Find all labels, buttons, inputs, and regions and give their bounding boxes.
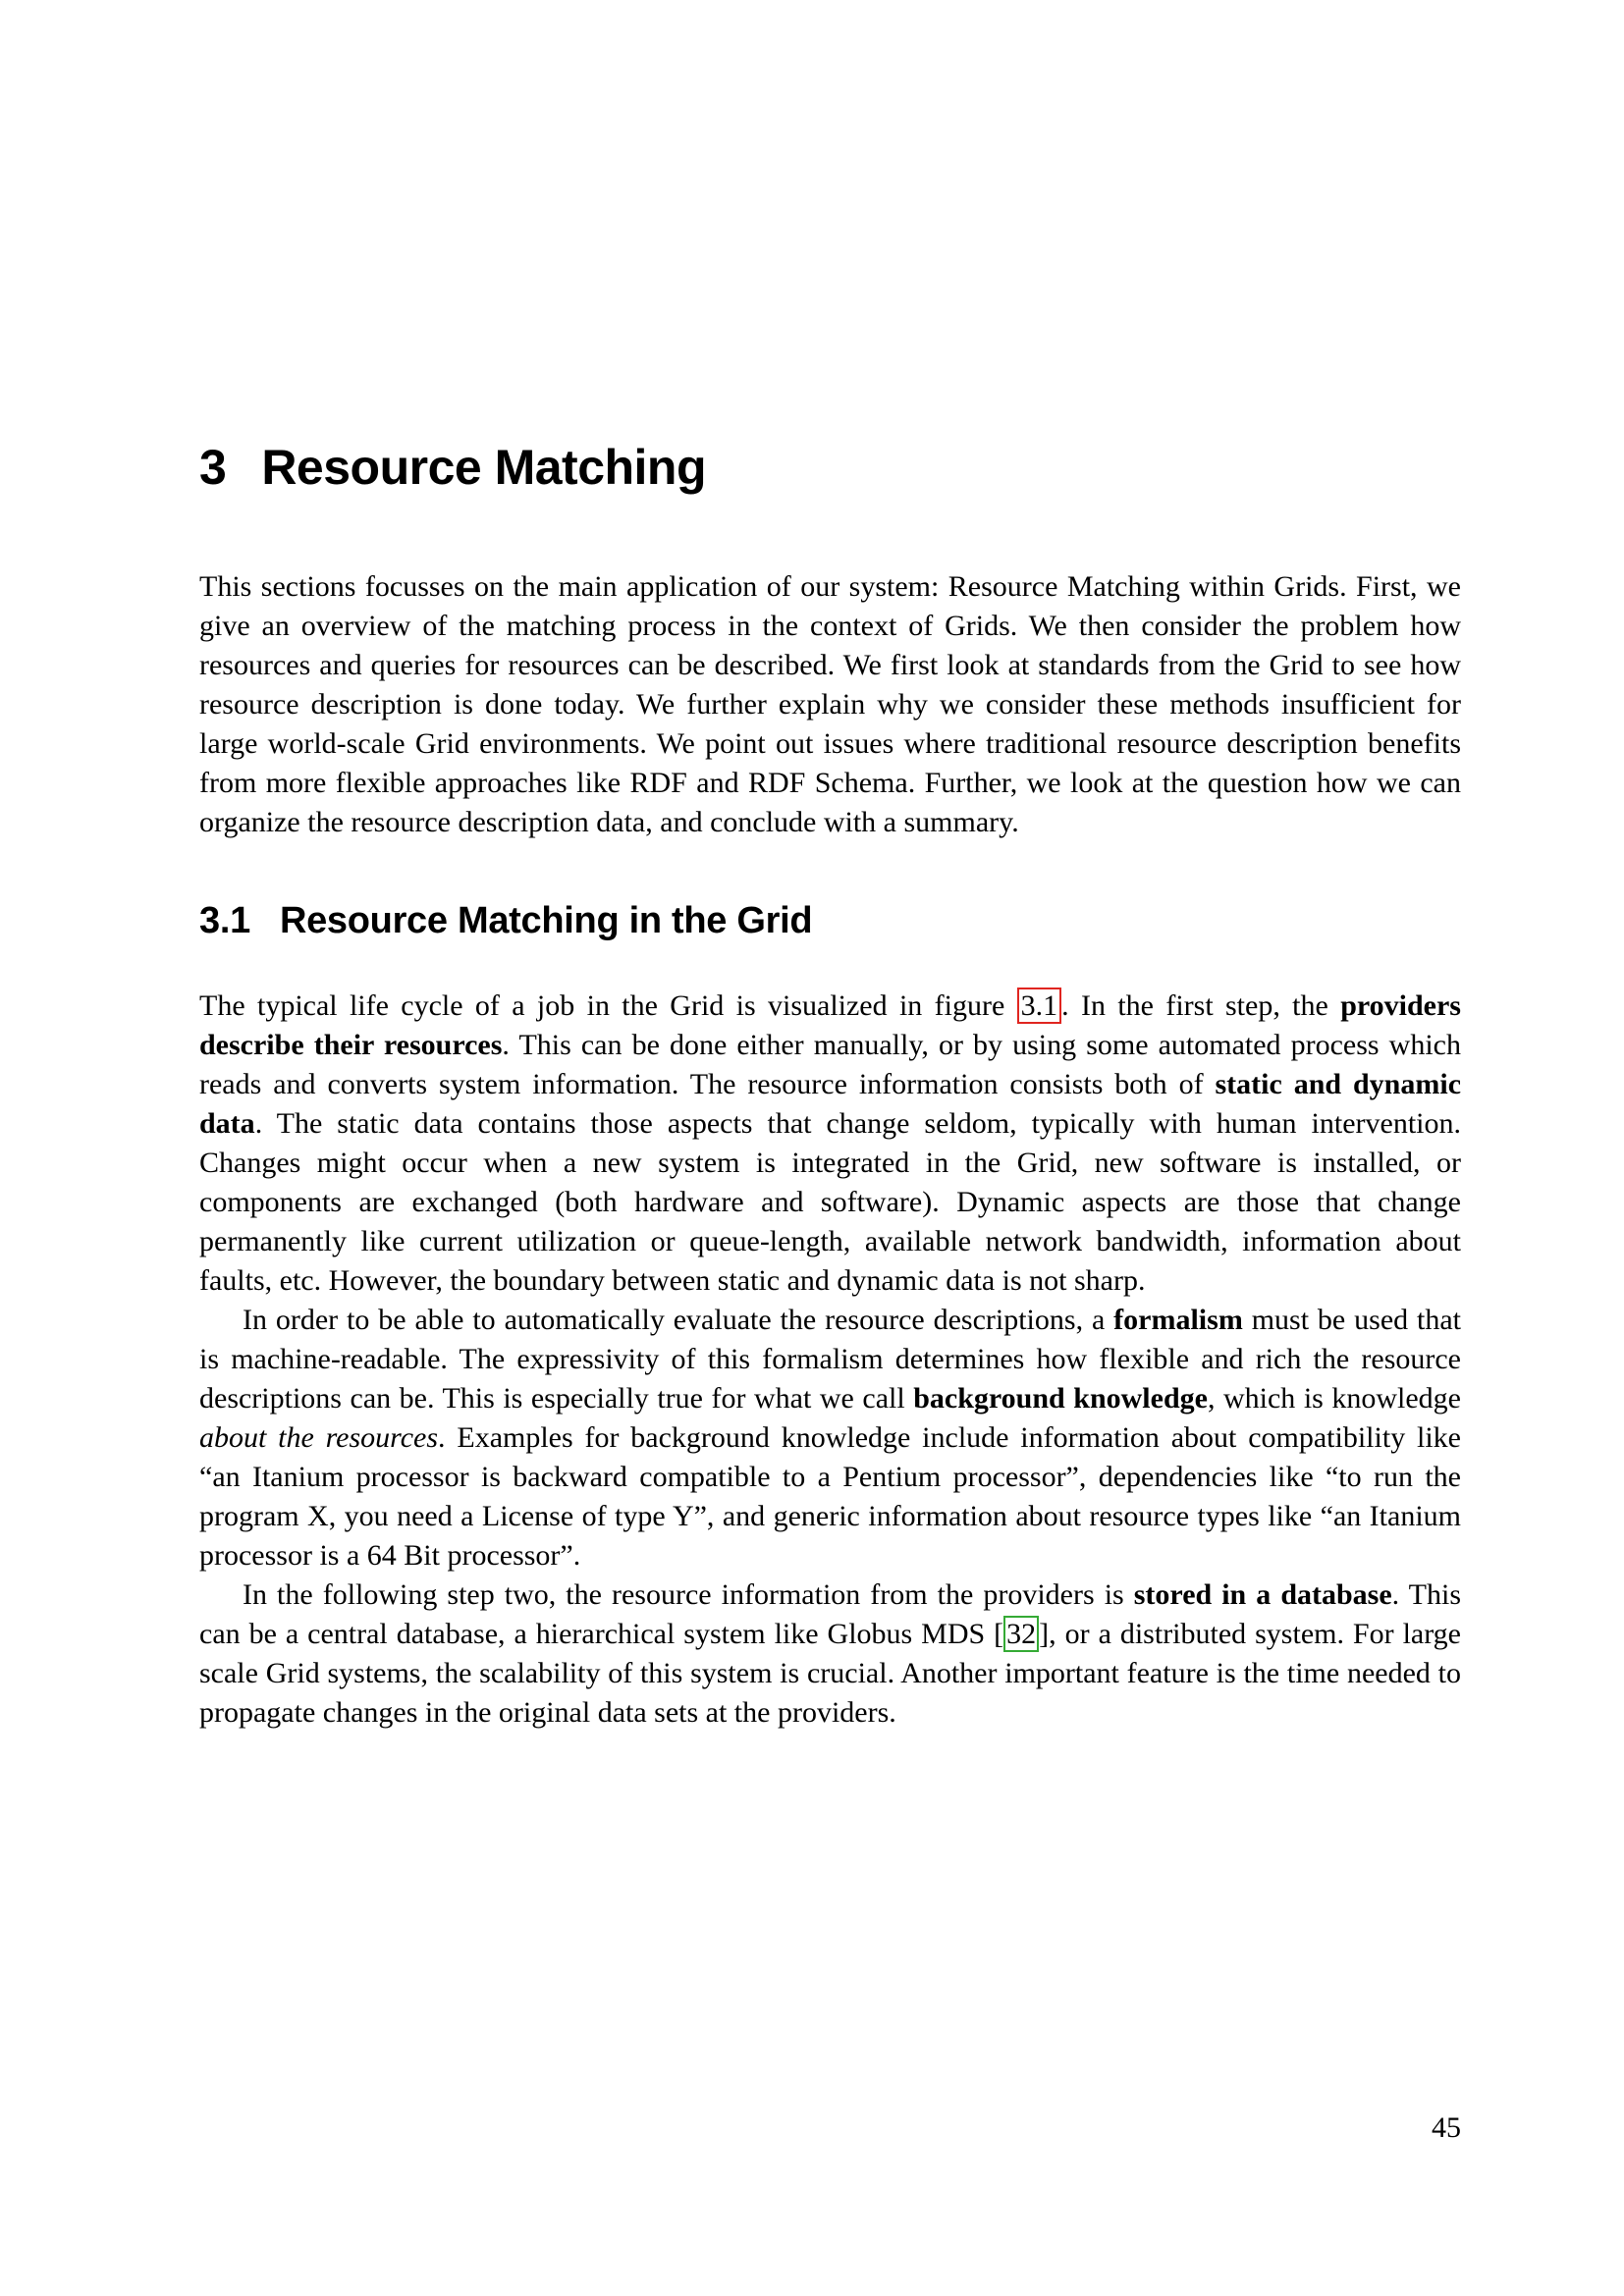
text-run: . This can be done either manually, or by using some automated process which reads and converts system information. The resource information consists both of bbox=[199, 1029, 1461, 1101]
text-run: must be used that is machine-readable. The expressivity of this formalism determines how flexible and rich the resource descriptions can be. This is especially true for what we call bbox=[199, 1304, 1462, 1415]
section-heading bbox=[199, 899, 1461, 944]
chapter-heading bbox=[199, 0, 1461, 497]
text-run: , which is knowledge bbox=[1207, 1382, 1461, 1415]
citation-link[interactable]: 32 bbox=[1003, 1616, 1039, 1652]
paragraph-formalism bbox=[199, 1301, 1461, 1575]
text-run: ], or a distributed system. For large scale Grid systems, the scalability of this system is crucial. Another important feature is the time needed to propagate changes in the original data sets at the providers. bbox=[199, 1618, 1461, 1730]
text-run: . The static data contains those aspects that change seldom, typically with human intervention. Changes might occur when a new system is integrated in the Grid, new software is installed, or components are exchanged (both hardware and software). Dynamic aspects are those that change permanently like current utilization or queue-length, available network bandwidth, information about faults, etc. However, the boundary between static and dynamic data is not sharp. bbox=[199, 1107, 1461, 1298]
chapter-title: Resource Matching bbox=[261, 440, 707, 495]
figure-ref-link[interactable]: 3.1 bbox=[1017, 988, 1062, 1024]
paragraph-database bbox=[199, 1575, 1461, 1733]
section-number: 3.1 bbox=[199, 899, 250, 941]
text-block bbox=[199, 0, 1461, 1733]
bold-run: stored in a database bbox=[1133, 1578, 1392, 1612]
chapter-number: 3 bbox=[199, 440, 227, 495]
text-run: . In the first step, the bbox=[1061, 989, 1341, 1023]
text-run: . Examples for background knowledge include information about compatibility like “an Itanium processor is backward compatible to a Pentium processor”, dependencies like “to run the program X, you need a License of type Y”, and generic information about resource types like “an Itanium processor is a 64 Bit processor”. bbox=[199, 1421, 1461, 1573]
text-run: In the following step two, the resource information from the providers is bbox=[243, 1578, 1134, 1612]
text-run: In order to be able to automatically evaluate the resource descriptions, a bbox=[243, 1304, 1114, 1337]
bold-run: background knowledge bbox=[913, 1382, 1208, 1415]
section-title: Resource Matching in the Grid bbox=[279, 899, 813, 941]
bold-run: static and dynamic data bbox=[199, 1068, 1462, 1141]
intro-paragraph: This sections focusses on the main application of our system: Resource Matching within Grids. First, we give an overview of the matching process in the context of Grids. We then consider the problem how resources and queries for resources can be described. We first look at standards from the Grid to see how resource description is done today. We further explain why we consider these methods insufficient for large world-scale Grid environments. We point out issues where traditional resource description benefits from more flexible approaches like RDF and RDF Schema. Further, we look at the question how we can organize the resource description data, and conclude with a summary. bbox=[199, 569, 1461, 838]
text-run: . This can be a central database, a hierarchical system like Globus MDS [ bbox=[199, 1578, 1462, 1651]
paragraph-job-lifecycle bbox=[199, 987, 1461, 1301]
bold-run: providers describe their resources bbox=[199, 989, 1461, 1062]
page-number: 45 bbox=[1432, 2111, 1461, 2144]
text-run: The typical life cycle of a job in the Grid is visualized in figure bbox=[199, 989, 1017, 1023]
bold-run: formalism bbox=[1113, 1304, 1243, 1337]
italic-run: about the resources bbox=[199, 1421, 439, 1455]
